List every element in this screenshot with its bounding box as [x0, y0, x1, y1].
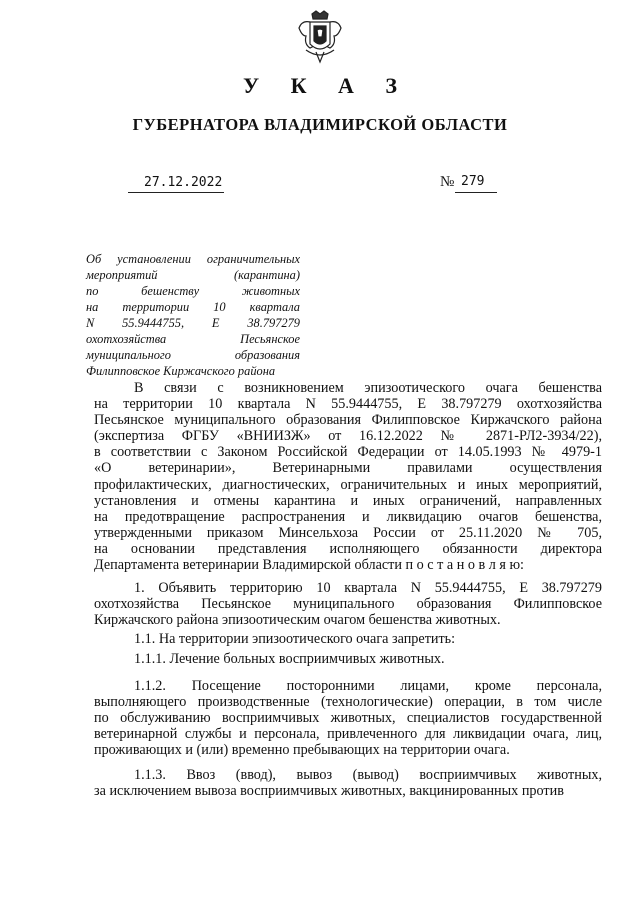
- item-1-1-3-paragraph: [94, 767, 602, 799]
- text-line: «О ветеринарии», Ветеринарными правилами осуществления: [94, 460, 602, 477]
- document-body: [94, 380, 602, 799]
- item-1-1-paragraph: [94, 631, 602, 647]
- item-1-1-1-paragraph: [94, 651, 602, 667]
- text-line: профилактических, диагностических, ограничительных и иных мероприятий,: [94, 476, 602, 493]
- number-label: №: [440, 174, 455, 190]
- text-line: на предотвращение распространения и ликвидацию очагов бешенства,: [94, 508, 602, 525]
- subject-line: по бешенству животных: [86, 284, 300, 298]
- text-line: утвержденными приказом Минсельхоза России от 25.11.2020 № 705,: [94, 524, 602, 541]
- text-line: на основании представления исполняющего обязанности директора: [94, 540, 602, 557]
- text-line: (экспертиза ФГБУ «ВНИИЗЖ» от 16.12.2022 № 2871-РЛ2-3934/22),: [94, 428, 602, 445]
- text-line: охотхозяйства Песьянское муниципального образования Филипповское: [94, 596, 602, 613]
- document-number: 279: [461, 174, 485, 189]
- text-line: установления и отмены карантина и иных ограничений, направленных: [94, 492, 602, 509]
- text-line: в соответствии с Законом Российской Федерации от 14.05.1993 № 4979-1: [94, 444, 602, 461]
- date-underline: [128, 192, 224, 193]
- text-line: Департамента ветеринарии Владимирской области п о с т а н о в л я ю:: [94, 557, 524, 574]
- subject-line: на территории 10 квартала: [86, 300, 300, 314]
- coat-of-arms-icon: [296, 10, 344, 66]
- item-1-paragraph: [94, 580, 602, 628]
- subject-line: Об установлении ограничительных: [86, 252, 300, 266]
- subject-line: Филипповское Киржачского района: [86, 364, 276, 378]
- text-line: Киржачского района эпизоотическим очагом бешенства животных.: [94, 612, 501, 629]
- document-issuer: ГУБЕРНАТОРА ВЛАДИМИРСКОЙ ОБЛАСТИ: [132, 115, 508, 134]
- text-line: 1. Объявить территорию 10 квартала N 55.9444755, E 38.797279: [134, 580, 602, 597]
- item-1-1-2-paragraph: [94, 678, 602, 758]
- subject-line: муниципального образования: [86, 348, 300, 362]
- text-line: проживающих и (или) временно пребывающих на территории очага.: [94, 741, 510, 758]
- subject-line: N 55.9444755, E 38.797279: [86, 316, 300, 330]
- document-title: У К А З: [242, 73, 411, 98]
- text-line: ветеринарной службы и персонала, привлеченного для ликвидации очага, лиц,: [94, 725, 602, 742]
- subject-line: охотхозяйства Песьянское: [86, 332, 300, 346]
- text-line: 1.1.1. Лечение больных восприимчивых животных.: [134, 650, 445, 667]
- text-line: 1.1.3. Ввоз (ввод), вывоз (вывод) восприимчивых животных,: [134, 767, 602, 784]
- text-line: выполняющего производственные (технологические) операции, в том числе: [94, 693, 602, 710]
- text-line: на территории 10 квартала N 55.9444755, E 38.797279 охотхозяйства: [94, 396, 602, 413]
- text-line: Песьянское муниципального образования Филипповское Киржачского района: [94, 412, 602, 429]
- subject-line: мероприятий (карантина): [86, 268, 300, 282]
- document-subject: [86, 251, 300, 379]
- text-line: 1.1.2. Посещение посторонними лицами, кроме персонала,: [134, 677, 602, 694]
- text-line: 1.1. На территории эпизоотического очага запретить:: [134, 631, 456, 648]
- text-line: за исключением вывоза восприимчивых животных, вакцинированных против: [94, 783, 564, 800]
- text-line: В связи с возникновением эпизоотического очага бешенства: [134, 380, 602, 396]
- document-date: 27.12.2022: [144, 175, 223, 190]
- preamble-paragraph: [94, 380, 602, 573]
- number-underline: [455, 192, 497, 193]
- text-line: по обслуживанию восприимчивых животных, специалистов государственной: [94, 709, 602, 726]
